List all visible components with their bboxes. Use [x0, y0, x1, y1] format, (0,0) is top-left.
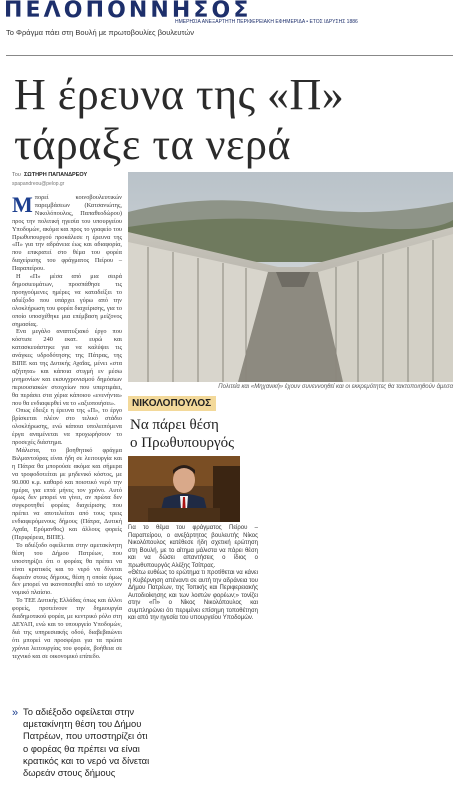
sidebar-tag-label: ΝΙΚΟΛΟΠΟΥΛΟΣ	[132, 398, 212, 409]
body-text: πορεί κοινοβουλευτικών παρεμβάσεων (Κατσανιώτης, Νικολόπουλος, Παπαθεοδώρου) προς την πολιτική ηγεσία του υπουργείου Υποδομών, ακόμα και προς το γραφείο του Πρωθυπουργού προκάλεσε η έρευνα της «Π» για την αδράνεια έως και αδιαφορία, που επικρατεί στο θέμα του φορέα διαχείρισης του φράγματος Πείρου – Παραπείρου.	[12, 194, 122, 273]
body-paragraph: Η «Π» μέσα από μια σειρά δημοσιευμάτων, προσπάθησε τις προηγούμενες ημέρες να καταδείξει το αδιέξοδο που υπάρχει γύρω από την ολοκλήρωση του φορέα διαχείρισης, για το οποίο υποσχέθηκε μια επέμβαση μείζονος σημασίας.	[12, 273, 122, 328]
body-paragraph: Ενα μεγάλο αναπτυξιακό έργο που κόστισε 240 εκατ. ευρώ και κατασκευάστηκε για να καλύψει τις ανάγκες υδροδότησης της Πάτρας, της ΒΙΠΕ και της Δυτικής Αχαΐας, μένει «στα αζήτητα» και κάποια στιγμή εν μέσω μνημονίων και εκσυγχρονισμού δημόσιων περιουσιακών στοιχείων που υπερτιμάει, θα περάσει στα χέρια κάποιου «ενενήντα» που θα ενδιαφερθεί να το «αξιοποιήσει».	[12, 328, 122, 407]
sidebar-headline	[130, 416, 290, 452]
sidebar-headline-line-1: Να πάρει θέση	[130, 417, 219, 433]
sidebar-paragraph: Για το θέμα του φράγματος Πείρου – Παραπείρου, ο ανεξάρτητος βουλευτής Νίκος Νικολόπουλος κατέθεσε ήδη σχετική ερώτηση στη Βουλή, με το αίτημα μάλιστα να πάρει θέση και να δώσει απαντήσεις ο ίδιος ο πρωθυπουργός Αλέξης Τσίπρας.	[128, 525, 258, 569]
body-paragraph: Οπως έδειξε η έρευνα της «Π», το έργο βρίσκεται πλέον στο τελικό στάδιο ολοκλήρωσης, ενώ κάποια υπολειπόμενα έργα αναμένεται να προχωρήσουν το προσεχές διάστημα.	[12, 407, 122, 447]
body-paragraph: Μάλιστα, το βοηθητικό φράγμα Βιλμαντούρας είναι ήδη σε λειτουργία και η Πάτρα θα μπορούσε ακόμα και σήμερα να τροφοδοτείται με μηδενικό κόστος, με 90.000 κ.μ. καθαρό και ποιοτικό νερό την ημέρα, για επτά μήνες τον χρόνο. Αυτό όμως δεν μπορεί να γίνει, αν πρώτα δεν συγκροτηθεί φορέας διαχείρισης που πρέπει να αποτελείται από τους τρεις ενδιαφερόμενους δήμους (Πάτρα, Δυτική Αχαΐα, Ερύμανθος) και άλλους φορείς (Περιφέρεια, ΒΙΠΕ).	[12, 447, 122, 541]
newspaper-subtitle: ΗΜΕΡΗΣΙΑ ΑΝΕΞΑΡΤΗΤΗ ΠΕΡΙΦΕΡΕΙΑΚΗ ΕΦΗΜΕΡΙΔΑ • ΕΤΟΣ ΙΔΡΥΣΗΣ 1886	[175, 19, 358, 25]
dam-photo	[128, 172, 453, 382]
newspaper-title: ΠΕΛΟΠΟΝΝΗΣΟΣ	[4, 0, 252, 23]
drop-cap: Μ	[12, 192, 33, 217]
sidebar-body	[128, 525, 258, 623]
body-paragraph: Το αδιέξοδο οφείλεται στην αμετακίνητη θέση του Δήμου Πατρέων, που υποστηρίζει ότι ο φορέας θα πρέπει να είναι κρατικός και το νερό να δίνεται δωρεάν στους δήμους, θέση η οποία όμως δεν μπορεί να ικανοποιηθεί από το ισχύον νομικό πλαίσιο.	[12, 541, 122, 597]
masthead	[0, 0, 459, 26]
dam-spillway-image	[128, 172, 453, 382]
article-kicker: Το Φράγμα πάει στη Βουλή με πρωτοβουλίες βουλευτών	[6, 28, 194, 37]
headline-line-1: Η έρευνα της «Π»	[14, 70, 345, 119]
article-body	[12, 194, 122, 660]
sidebar-paragraph: «Θέτω ευθέως το ερώτημα τι προτίθεται να κάνει η Κυβέρνηση απέναντι σε αυτή την αδράνεια του Δήμου Πατρέων, της Τοπικής και Περιφερειακής Αυτοδιοίκησης και των λοιπών φορέων;» τονίζει στην «Π» ο Νίκος Νικολόπουλος και συμπληρώνει ότι περιμένει επίσημη τοποθέτηση και από την ηγεσία του υπουργείου Υποδομών.	[128, 570, 258, 621]
byline-prefix: Του	[12, 172, 21, 178]
divider	[6, 55, 453, 56]
body-paragraph: Το ΤΕΕ Δυτικής Ελλάδας όπως και άλλοι φορείς, προτείνουν την δημιουργία διαδημοτικού φορέα, με κεντρικό ρόλο στη ΔΕΥΑΠ, ενώ και το υπουργείο Υποδομών, διά της υπηρεσιακής οδού, διαβεβαιώνει ότι μπορεί να προσφέρει για τα πρώτα χρόνια λειτουργίας του φορέα, βοήθεια σε τεχνικό και σε οικονομικό επίπεδο.	[12, 597, 122, 660]
politician-portrait	[128, 456, 240, 522]
photo-caption: Πολιτεία και «Μηχανική» έχουν συνεννοηθεί και οι εκκρεμότητες θα τακτοποιηθούν άμεσα	[218, 384, 453, 390]
byline-author: ΣΩΤΗΡΗ ΠΑΠΑΝΔΡΕΟΥ	[24, 172, 88, 178]
headline-line-2: τάραξε τα νερά	[14, 120, 291, 169]
article-headline	[14, 70, 454, 170]
body-paragraph	[12, 194, 122, 273]
byline-email: spapandreou@pelop.gr	[12, 181, 65, 187]
quote-mark-icon: »	[12, 707, 19, 719]
sidebar-tag	[128, 396, 216, 411]
portrait-image	[128, 456, 240, 522]
pull-quote: Το αδιέξοδο οφείλεται στην αμετακίνητη θέση του Δήμου Πατρέων, που υποστηρίζει ότι ο φορέας θα πρέπει να είναι κρατικός και το νερό να δίνεται δωρεάν στους δήμους	[23, 706, 150, 779]
sidebar-headline-line-2: ο Πρωθυπουργός	[130, 435, 235, 451]
